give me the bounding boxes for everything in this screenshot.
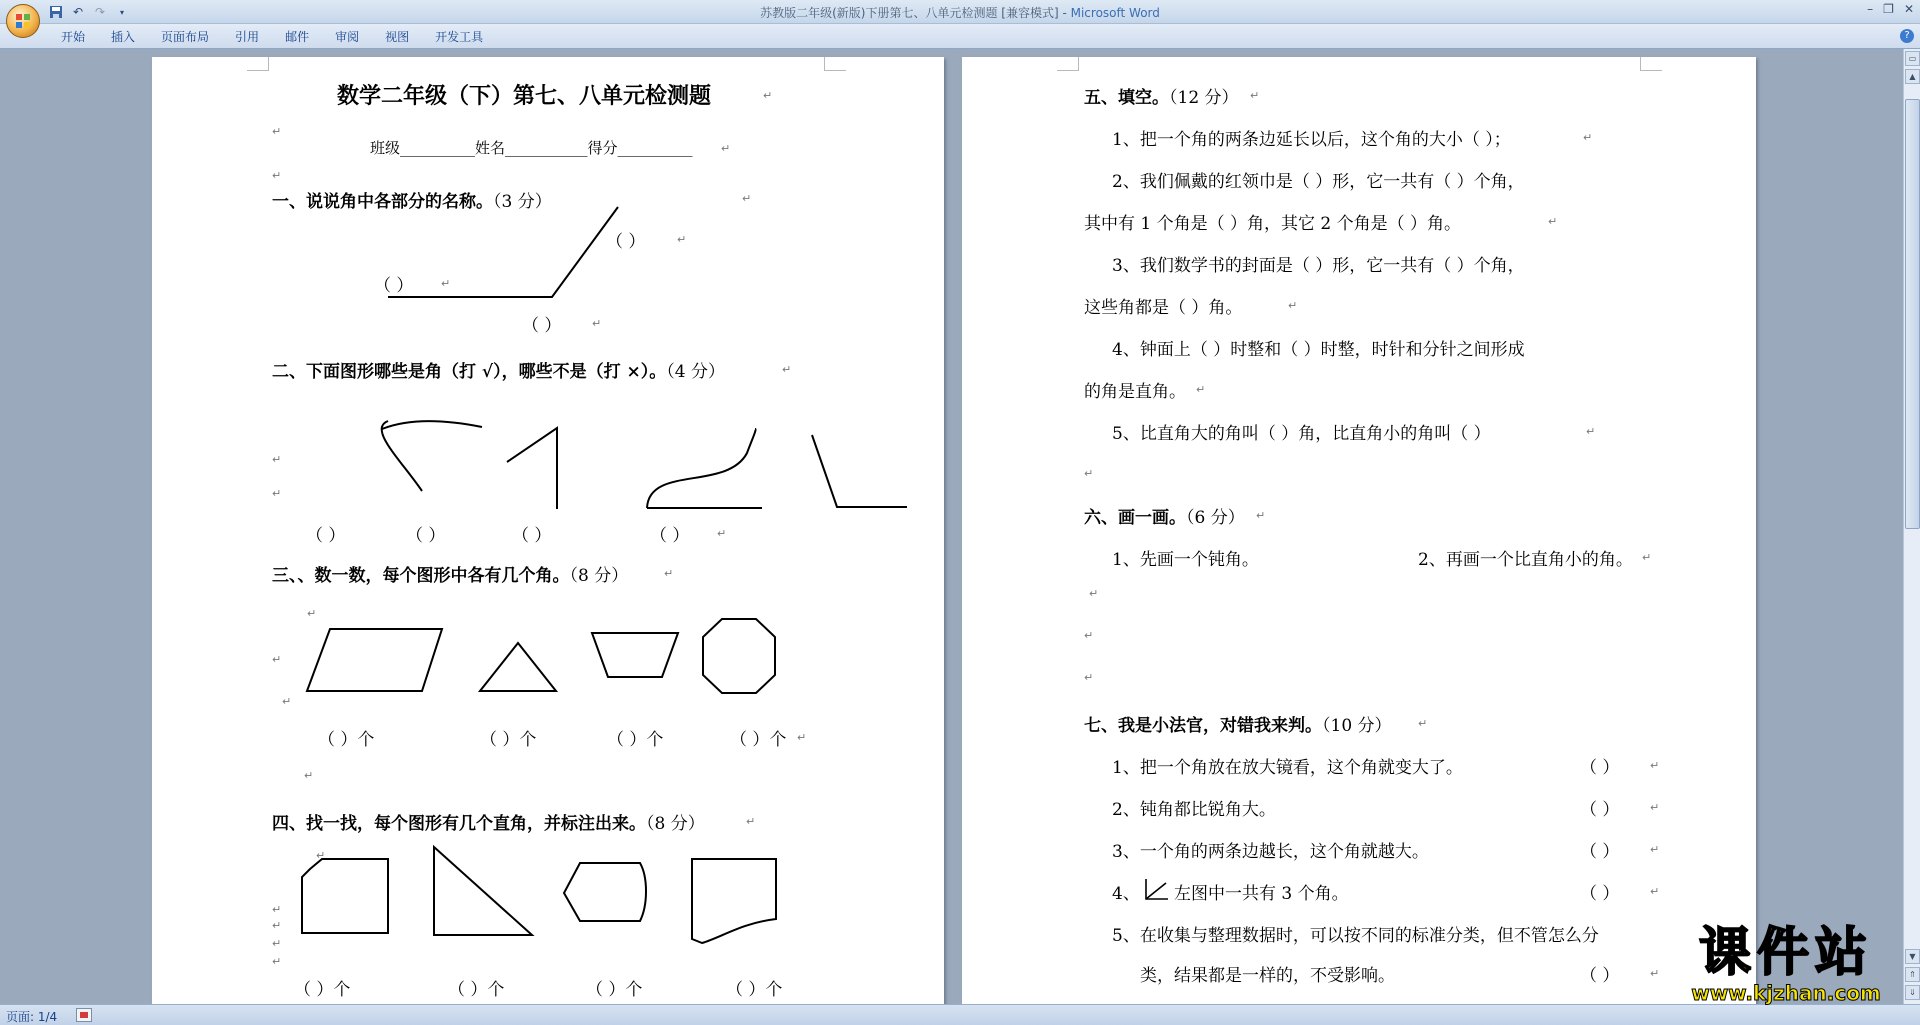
- fill-question-4-line-2: 的角是直角。: [1084, 382, 1186, 402]
- document-page-1: [152, 57, 944, 1004]
- section-4-score: （8 分）: [646, 814, 705, 834]
- paragraph-mark: ↵: [1089, 587, 1099, 600]
- crop-mark: [1640, 57, 1662, 71]
- count-blank-1[interactable]: （ ）个: [318, 730, 375, 750]
- ribbon-tabs: [48, 29, 496, 45]
- undo-icon[interactable]: ↶: [72, 5, 84, 19]
- judge-question-2: 2、钝角都比锐角大。: [1112, 800, 1276, 820]
- paragraph-mark: ↵: [782, 363, 792, 376]
- paragraph-mark: ↵: [1250, 89, 1260, 102]
- paragraph-mark: ↵: [272, 955, 282, 968]
- right-angle-blank-2[interactable]: （ ）个: [448, 980, 505, 1000]
- office-button[interactable]: [6, 4, 40, 38]
- section-2-heading: [272, 357, 725, 382]
- section-1-title: 一、说说角中各部分的名称。: [272, 192, 493, 212]
- document-workspace: [0, 49, 1903, 1004]
- count-blank-4[interactable]: （ ）个: [730, 730, 787, 750]
- previous-page-icon[interactable]: ⇑: [1905, 967, 1920, 982]
- paragraph-mark: ↵: [1084, 629, 1094, 642]
- paragraph-mark: ↵: [304, 769, 314, 782]
- paragraph-mark: ↵: [746, 815, 756, 828]
- paragraph-mark: ↵: [272, 487, 282, 500]
- document-page-2: [962, 57, 1756, 1004]
- angle-parts-figure: [382, 207, 602, 307]
- paragraph-mark: ↵: [307, 607, 317, 620]
- customize-qat-icon[interactable]: ▾: [119, 7, 124, 17]
- paragraph-mark: ↵: [1548, 215, 1558, 228]
- tab-developer[interactable]: 开发工具: [435, 30, 484, 44]
- document-title: 数学二年级（下）第七、八单元检测题: [337, 83, 712, 109]
- scroll-up-icon[interactable]: ▲: [1905, 69, 1920, 84]
- judge-blank-1[interactable]: （ ）: [1580, 758, 1620, 778]
- scroll-down-icon[interactable]: ▼: [1905, 949, 1920, 964]
- section-6-title: 六、画一画。: [1084, 508, 1186, 528]
- page-count[interactable]: 页面: 1/4: [6, 1010, 58, 1024]
- paragraph-mark: ↵: [441, 277, 451, 290]
- fill-question-3-line-2: 这些角都是（ ）角。: [1084, 298, 1243, 318]
- paragraph-mark: ↵: [721, 142, 731, 155]
- judgement-blank-1[interactable]: （ ）: [306, 526, 346, 546]
- ribbon: [0, 24, 1920, 49]
- paragraph-mark: ↵: [1196, 383, 1206, 396]
- paragraph-mark: ↵: [1650, 759, 1660, 772]
- paragraph-mark: ↵: [272, 169, 282, 182]
- section-5-heading: [1084, 83, 1239, 108]
- judge-blank-5[interactable]: （ ）: [1580, 966, 1620, 986]
- tab-home[interactable]: 开始: [61, 30, 86, 44]
- paragraph-mark: ↵: [1650, 967, 1660, 980]
- app-name: Microsoft Word: [1070, 6, 1160, 20]
- angle-judgement-figures: [292, 417, 842, 497]
- paragraph-mark: ↵: [717, 527, 727, 540]
- paragraph-mark: ↵: [272, 937, 282, 950]
- paragraph-mark: ↵: [1650, 801, 1660, 814]
- paragraph-mark: ↵: [1418, 717, 1428, 730]
- judge-question-5-line-1: 5、在收集与整理数据时，可以按不同的标准分类，但不管怎么分: [1112, 926, 1599, 946]
- paragraph-mark: ↵: [1084, 467, 1094, 480]
- paragraph-mark: ↵: [1586, 425, 1596, 438]
- section-2-title: 二、下面图形哪些是角（打 √），哪些不是（打 ×）。: [272, 362, 667, 382]
- paragraph-mark: ↵: [272, 125, 282, 138]
- section-3-heading: [272, 561, 628, 586]
- judge-blank-3[interactable]: （ ）: [1580, 842, 1620, 862]
- paragraph-mark: ↵: [1642, 551, 1652, 564]
- section-7-heading: [1084, 711, 1392, 736]
- count-angles-figures: [302, 617, 822, 707]
- section-3-title: 三、、数一数，每个图形中各有几个角。: [272, 566, 570, 586]
- fill-question-3-line-1: 3、我们数学书的封面是（ ）形，它一共有（ ）个角，: [1112, 256, 1525, 276]
- section-3-score: （8 分）: [569, 566, 629, 586]
- paragraph-mark: ↵: [1288, 299, 1298, 312]
- title-bar: [0, 0, 1920, 24]
- paragraph-mark: ↵: [1650, 843, 1660, 856]
- section-5-score: （12 分）: [1169, 88, 1239, 108]
- judge-question-5-line-2: 类，结果都是一样的，不受影响。: [1140, 966, 1395, 986]
- paragraph-mark: ↵: [763, 89, 773, 102]
- window-controls: [1867, 2, 1914, 16]
- section-6-heading: [1084, 503, 1245, 528]
- section-1-score: （3 分）: [493, 192, 552, 212]
- draw-question-1: 1、先画一个钝角。: [1112, 550, 1259, 570]
- paragraph-mark: ↵: [1256, 509, 1266, 522]
- section-7-score: （10 分）: [1322, 716, 1392, 736]
- proofing-icon[interactable]: [76, 1008, 92, 1022]
- judge-question-1: 1、把一个角放在放大镜看，这个角就变大了。: [1112, 758, 1463, 778]
- paragraph-mark: ↵: [272, 453, 282, 466]
- right-angle-blank-3[interactable]: （ ）个: [586, 980, 643, 1000]
- watermark-url: www.kjzhan.com: [1691, 981, 1881, 1005]
- section-4-heading: [272, 809, 705, 834]
- paragraph-mark: ↵: [282, 695, 292, 708]
- three-rays-angle-figure: [1142, 875, 1172, 903]
- count-blank-2[interactable]: （ ）个: [480, 730, 537, 750]
- fill-question-2-line-1: 2、我们佩戴的红领巾是（ ）形，它一共有（ ）个角，: [1112, 172, 1525, 192]
- judgement-blank-3[interactable]: （ ）: [512, 526, 552, 546]
- paragraph-mark: ↵: [272, 903, 282, 916]
- minimize-button[interactable]: –: [1867, 2, 1874, 16]
- paragraph-mark: ↵: [1583, 131, 1593, 144]
- paragraph-mark: ↵: [664, 567, 674, 580]
- paragraph-mark: ↵: [677, 233, 687, 246]
- judge-blank-2[interactable]: （ ）: [1580, 800, 1620, 820]
- restore-button[interactable]: ❐: [1883, 2, 1894, 16]
- judgement-blank-4[interactable]: （ ）: [650, 526, 690, 546]
- crop-mark: [247, 57, 269, 71]
- watermark-title: 课件站: [1698, 923, 1873, 983]
- paragraph-mark: ↵: [742, 192, 752, 205]
- title-separator: -: [1058, 6, 1071, 20]
- paragraph-mark: ↵: [592, 317, 602, 330]
- judge-blank-4[interactable]: （ ）: [1580, 884, 1620, 904]
- window-title: [0, 4, 1920, 21]
- tab-insert[interactable]: 插入: [111, 30, 136, 44]
- class-name-score-line: 班级__________姓名___________得分__________: [370, 139, 693, 157]
- tab-references[interactable]: 引用: [235, 30, 260, 44]
- angle-part-blank-2[interactable]: （ ）: [374, 276, 414, 296]
- right-angle-figures: [292, 847, 842, 967]
- judgement-blank-2[interactable]: （ ）: [406, 526, 446, 546]
- close-button[interactable]: ✕: [1903, 2, 1914, 16]
- angle-part-blank-3[interactable]: （ ）: [522, 316, 562, 336]
- paragraph-mark: ↵: [272, 919, 282, 932]
- fill-question-4-line-1: 4、钟面上（ ）时整和（ ）时整，时针和分针之间形成: [1112, 340, 1525, 360]
- crop-mark: [824, 57, 846, 71]
- judge-question-4-number: 4、: [1112, 884, 1140, 904]
- paragraph-mark: ↵: [1084, 671, 1094, 684]
- section-5-title: 五、填空。: [1084, 88, 1169, 108]
- redo-icon[interactable]: ↷: [94, 5, 106, 19]
- draw-question-2: 2、再画一个比直角小的角。: [1418, 550, 1633, 570]
- tab-view[interactable]: 视图: [385, 30, 410, 44]
- right-angle-blank-4[interactable]: （ ）个: [726, 980, 783, 1000]
- count-blank-3[interactable]: （ ）个: [607, 730, 664, 750]
- paragraph-mark: ↵: [316, 849, 326, 862]
- judge-question-4: 左图中一共有 3 个角。: [1174, 884, 1349, 904]
- section-6-score: （6 分）: [1186, 508, 1245, 528]
- section-7-title: 七、我是小法官，对错我来判。: [1084, 716, 1322, 736]
- paragraph-mark: ↵: [272, 653, 282, 666]
- scrollbar-thumb[interactable]: [1905, 99, 1920, 529]
- judge-question-3: 3、一个角的两条边越长，这个角就越大。: [1112, 842, 1429, 862]
- watermark-logo: [1670, 925, 1902, 1007]
- office-logo-icon: [15, 13, 31, 29]
- tab-review[interactable]: 审阅: [335, 30, 360, 44]
- document-name: 苏教版二年级(新版)下册第七、八单元检测题 [兼容模式]: [760, 6, 1059, 20]
- vertical-scrollbar[interactable]: [1903, 49, 1920, 1004]
- tab-page-layout[interactable]: 页面布局: [161, 30, 210, 44]
- next-page-icon[interactable]: ⇓: [1905, 985, 1920, 1000]
- section-2-score: （4 分）: [666, 362, 725, 382]
- paragraph-mark: ↵: [1650, 885, 1660, 898]
- section-4-title: 四、找一找，每个图形有几个直角，并标注出来。: [272, 814, 646, 834]
- fill-question-5: 5、比直角大的角叫（ ）角，比直角小的角叫（ ）: [1112, 424, 1491, 444]
- right-angle-blank-1[interactable]: （ ）个: [294, 980, 351, 1000]
- crop-mark: [1057, 57, 1079, 71]
- status-bar: [0, 1004, 1920, 1025]
- ruler-toggle-icon[interactable]: ▭: [1905, 51, 1920, 66]
- paragraph-mark: ↵: [797, 731, 807, 744]
- fill-question-2-line-2: 其中有 1 个角是（ ）角，其它 2 个角是（ ）角。: [1084, 214, 1462, 234]
- help-icon[interactable]: ?: [1900, 29, 1914, 43]
- tab-mailings[interactable]: 邮件: [285, 30, 310, 44]
- fill-question-1: 1、把一个角的两条边延长以后，这个角的大小（ ）；: [1112, 130, 1511, 150]
- angle-part-blank-1[interactable]: （ ）: [606, 232, 646, 252]
